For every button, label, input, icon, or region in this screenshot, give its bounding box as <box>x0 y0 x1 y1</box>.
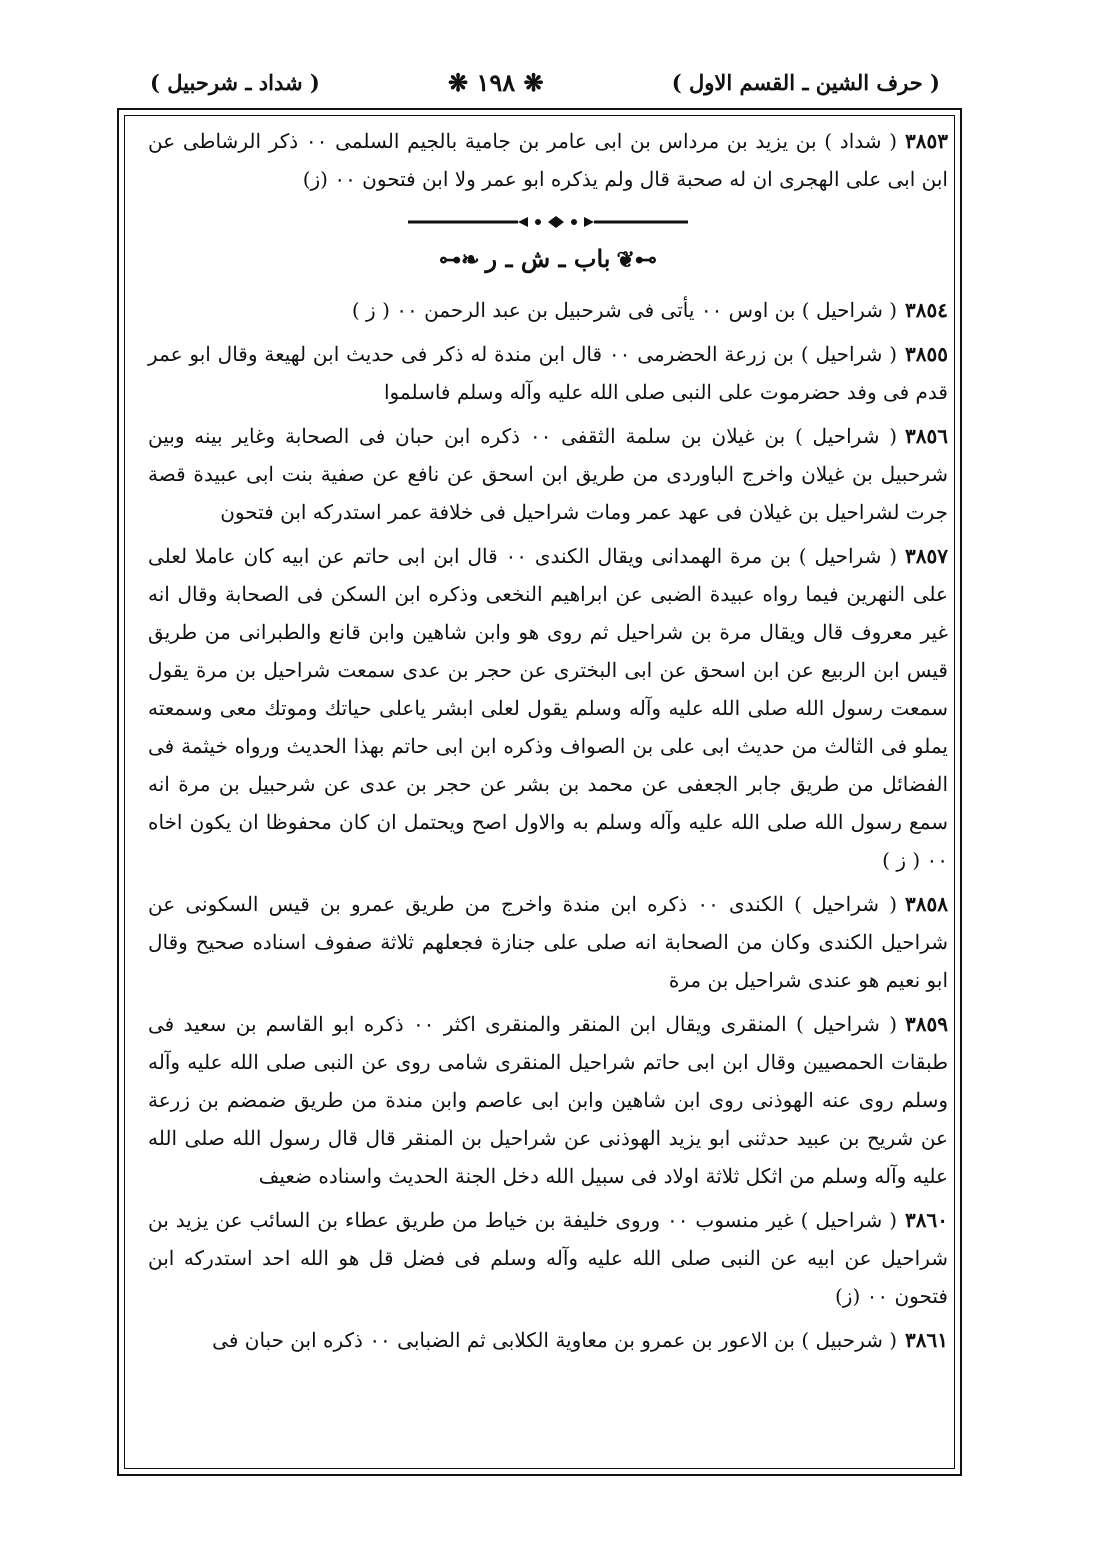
entry-text: ( شراحيل ) بن اوس ٠٠ يأتى فى شرحبيل بن عبد الرحمن ٠٠ ( ز ) <box>351 298 898 322</box>
entry-text: ( شراحيل ) بن زرعة الحضرمى ٠٠ قال ابن مندة له ذكر فى حديث ابن لهيعة وقال ابو عمر قدم فى وفد حضرموت على النبى صلى الله عليه وآله وسلم فاسلموا <box>148 342 948 404</box>
entry-number: ٣٨٥٨ <box>905 892 949 916</box>
entry-number: ٣٨٥٥ <box>905 342 948 366</box>
entry-number: ٣٨٥٧ <box>905 544 948 568</box>
entry-3856 <box>148 417 948 531</box>
entry-text: ( شراحيل ) المنقرى ويقال ابن المنقر والمنقرى اكثر ٠٠ ذكره ابو القاسم بن سعيد فى طبقات الحمصيين وقال ابن ابى حاتم شراحيل المنقرى شامى روى عن النبى صلى الله عليه وآله وسلم روى عنه الهوذنى روى ابن شاهين وابن ابى عاصم وابن مندة من طريق ضمضم بن زرعة عن شريح بن عبيد حدثنى ابو يزيد الهوذنى عن شراحيل بن المنقر قال قال رسول الله صلى الله عليه وآله وسلم من اثكل ثلاثة اولاد فى سبيل الله دخل الجنة الحديث واسناده ضعيف <box>148 1012 948 1188</box>
entry-3857 <box>148 537 948 879</box>
entry-3855 <box>148 335 948 411</box>
entry-text: ( شراحيل ) بن غيلان بن سلمة الثقفى ٠٠ ذكره ابن حبان فى الصحابة وغاير بينه وبين شرحبيل بن غيلان واخرج الباوردى من طريق ابن اسحق عن نافع عن صفية بنت ابى عبيدة قصة جرت لشراحيل بن غيلان فى عهد عمر ومات شراحيل فى خلافة عمر استدركه ابن فتحون <box>148 424 948 524</box>
entry-3861 <box>148 1321 948 1359</box>
entry-number: ٣٨٦١ <box>905 1328 948 1352</box>
page-body <box>148 122 948 1365</box>
entry-text: ( شراحيل ) غير منسوب ٠٠ وروى خليفة بن خياط من طريق عطاء بن السائب عن يزيد بن شراحيل عن ابيه عن النبى صلى الله عليه وآله وسلم فى فضل قل هو الله احد استدركه ابن فتحون ٠٠ (ز) <box>148 1208 948 1308</box>
header-entry-range: ( شداد ـ شرحبيل ) <box>150 69 320 95</box>
flourish-right-icon: ❧⊷ <box>439 247 480 273</box>
entry-number: ٣٨٦٠ <box>905 1208 948 1232</box>
flourish-left-icon: ⊶❦ <box>616 247 657 273</box>
divider-ornament-icon <box>398 212 698 232</box>
entry-text: ( شرحبيل ) بن الاعور بن عمرو بن معاوية الكلابى ثم الضبابى ٠٠ ذكره ابن حبان فى <box>212 1328 898 1352</box>
entry-3853 <box>148 122 948 198</box>
entry-3859 <box>148 1005 948 1195</box>
chapter-title: باب ـ ش ـ ر <box>485 244 611 273</box>
ornamental-divider <box>148 212 948 236</box>
header-chapter-label: ( حرف الشين ـ القسم الاول ) <box>671 69 940 95</box>
entry-number: ٣٨٥٦ <box>905 424 948 448</box>
page-number: ❋ ١٩٨ ❋ <box>447 67 544 97</box>
entry-3854 <box>148 291 948 329</box>
entry-3858 <box>148 885 948 999</box>
entry-number: ٣٨٥٣ <box>905 129 948 153</box>
chapter-heading <box>148 240 948 279</box>
entry-number: ٣٨٥٤ <box>905 298 948 322</box>
entry-3860 <box>148 1201 948 1315</box>
entry-text: ( شراحيل ) الكندى ٠٠ ذكره ابن مندة واخرج من طريق عمرو بن قيس السكونى عن شراحيل الكندى وكان من الصحابة انه صلى على جنازة فجعلهم ثلاثة صفوف اسناده صحيح وقال ابو نعيم هو عندى شراحيل بن مرة <box>148 892 948 992</box>
entry-number: ٣٨٥٩ <box>905 1012 948 1036</box>
entry-text: ( شراحيل ) بن مرة الهمدانى ويقال الكندى ٠٠ قال ابن ابى حاتم عن ابيه كان عاملا لعلى على النهرين فيما رواه عبيدة الضبى عن ابراهيم النخعى وذكره ابن السكن فى الصحابة وقال انه غير معروف قال ويقال مرة بن شراحيل ثم روى هو وابن شاهين وابن قانع والطبرانى من طريق قيس ابن الربيع عن ابن اسحق عن ابى البخترى عن حجر بن عدى سمعت شراحيل بن مرة يقول سمعت رسول الله صلى الله عليه وآله وسلم يقول لعلى ابشر ياعلى حياتك وموتك معى وسمعته يملو فى الثالث من حديث ابى على بن الصواف وذكره ابن ابى حاتم بهذا الحديث ورواه خيثمة فى الفضائل من طريق جابر الجعفى عن محمد بن بشر عن حجر بن عدى عن شرحبيل بن مرة انه سمع رسول الله صلى الله عليه وآله وسلم به والاول اصح ويحتمل ان كان محفوظا ان يكون اخاه ٠٠ ( ز ) <box>148 544 949 872</box>
entry-text: ( شداد ) بن يزيد بن مرداس بن ابى عامر بن جامية بالجيم السلمى ٠٠ ذكر الرشاطى عن ابن ابى على الهجرى ان له صحبة قال ولم يذكره ابو عمر ولا ابن فتحون ٠٠ (ز) <box>148 129 948 191</box>
running-header <box>150 62 940 102</box>
